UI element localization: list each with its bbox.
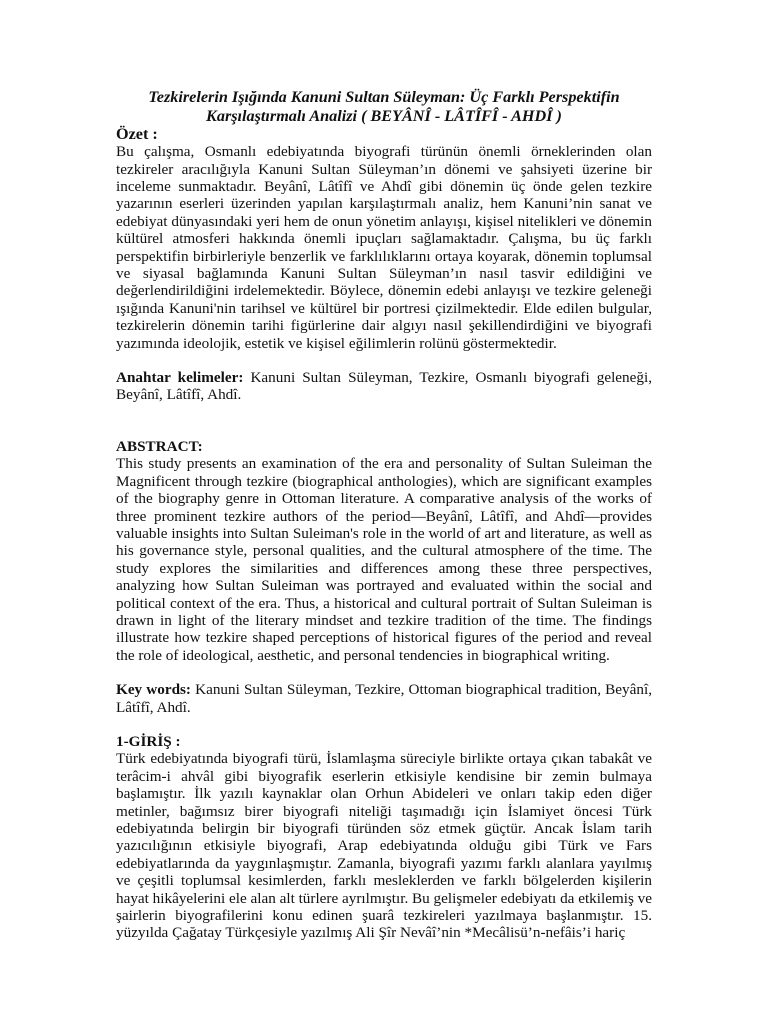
abstract-keywords-label: Key words:	[116, 681, 191, 699]
ozet-keywords-text: Kanuni Sultan Süleyman, Tezkire, Osmanlı biyografi geleneği, Beyânî, Lâtîfî, Ahdî.	[116, 369, 652, 404]
spacer	[116, 404, 652, 438]
abstract-keywords-text: Kanuni Sultan Süleyman, Tezkire, Ottoman biographical tradition, Beyânî, Lâtîfî, Ahdî.	[116, 681, 652, 716]
ozet-body: Bu çalışma, Osmanlı edebiyatında biyografi türünün önemli örneklerinden olan tezkireler aracılığıyla Kanuni Sultan Süleyman’ın dönemi ve şahsiyeti üzerine bir inceleme sunmaktadır. Beyânî, Lâtîfî ve Ahdî gibi dönemin üç önde gelen tezkire yazarının eserleri üzerinden yapılan karşılaştırmalı analiz, hem Kanuni’nin sanat ve edebiyat dünyasındaki yeri hem de onun yönetim anlayışı, kişisel nitelikleri ve dönemin kültürel atmosferi hakkında önemli ipuçları sağlamaktadır. Çalışma, bu üç farklı perspektifin birbirleriyle benzerlik ve farklılıklarını ortaya koyarak, dönemin toplumsal ve siyasal bağlamında Kanuni Sultan Süleyman’ın nasıl tasvir edildiğini ve değerlendirildiğini irdelemektedir. Böylece, dönemin edebi anlayışı ve tezkire geleneği ışığında Kanuni'nin tarihsel ve kültürel bir portresi çizilmektedir. Elde edilen bulgular, tezkirelerin dönemin tarihi figürlerine dair algıyı nasıl şekillendirdiğini ve biyografi yazımında ideolojik, estetik ve kişisel eğilimlerin rolünü göstermektedir.	[116, 143, 652, 352]
ozet-keywords	[116, 369, 652, 404]
intro-body: Türk edebiyatında biyografi türü, İslamlaşma süreciyle birlikte ortaya çıkan tabakât ve terâcim-i ahvâl gibi biyografik eserlerin etkisiyle kendisine bir zemin bulmaya başlamıştır. İlk yazılı kaynaklar olan Orhun Abideleri ve onları takip eden diğer metinler, bağımsız birer biyografi niteliği taşımadığı için İslamiyet öncesi Türk edebiyatında belirgin bir biyografi türünden söz etmek güçtür. Ancak İslam tarih yazıcılığının etkisiyle biyografi, Arap edebiyatında olduğu gibi Türk ve Fars edebiyatlarında da yaygınlaşmıştır. Zamanla, biyografi yazımı farklı alanlara yayılmış ve çeşitli toplumsal kesimlerden, farklı mesleklerden ve farklı bölgelerden kişilerin hayat hikâyelerini ele alan alt türlere ayrılmıştır. Bu gelişmeler edebiyatı da etkilemiş ve şairlerin biyografilerini konu edinen şuarâ tezkireleri yazılmaya başlanmıştır. 15. yüzyılda Çağatay Türkçesiyle yazılmış Ali Şîr Nevâî’nin *Mecâlisü’n-nefâis’i hariç	[116, 750, 653, 942]
document-page	[116, 88, 652, 942]
spacer	[116, 352, 652, 369]
intro-heading: 1-GİRİŞ :	[116, 732, 181, 750]
spacer	[116, 716, 652, 733]
abstract-heading: ABSTRACT:	[116, 437, 203, 455]
abstract-body: This study presents an examination of the era and personality of Sultan Suleiman the Magnificent through tezkire (biographical anthologies), which are significant examples of the biography genre in Ottoman literature. A comparative analysis of the works of three prominent tezkire authors of the period—Beyânî, Lâtîfî, and Ahdî—provides valuable insights into Sultan Suleiman's role in the world of art and literature, as well as his governance style, personal qualities, and the cultural atmosphere of the time. The study explores the similarities and differences among these three perspectives, analyzing how Sultan Suleiman was portrayed and evaluated within the social and political context of the era. Thus, a historical and cultural portrait of Sultan Suleiman is drawn in light of the literary mindset and tezkire tradition of the time. The findings illustrate how tezkire shaped perceptions of historical figures of the period and reveal the role of ideological, aesthetic, and personal tendencies in biographical writing.	[116, 455, 652, 664]
ozet-heading: Özet :	[116, 125, 158, 144]
paper-title: Tezkirelerin Işığında Kanuni Sultan Süleyman: Üç Farklı Perspektifin Karşılaştırmalı Analizi ( BEYÂNÎ - LÂTÎFÎ - AHDÎ )	[148, 88, 620, 125]
abstract-keywords	[116, 681, 652, 716]
ozet-keywords-label: Anahtar kelimeler:	[116, 369, 244, 387]
spacer	[116, 664, 652, 681]
